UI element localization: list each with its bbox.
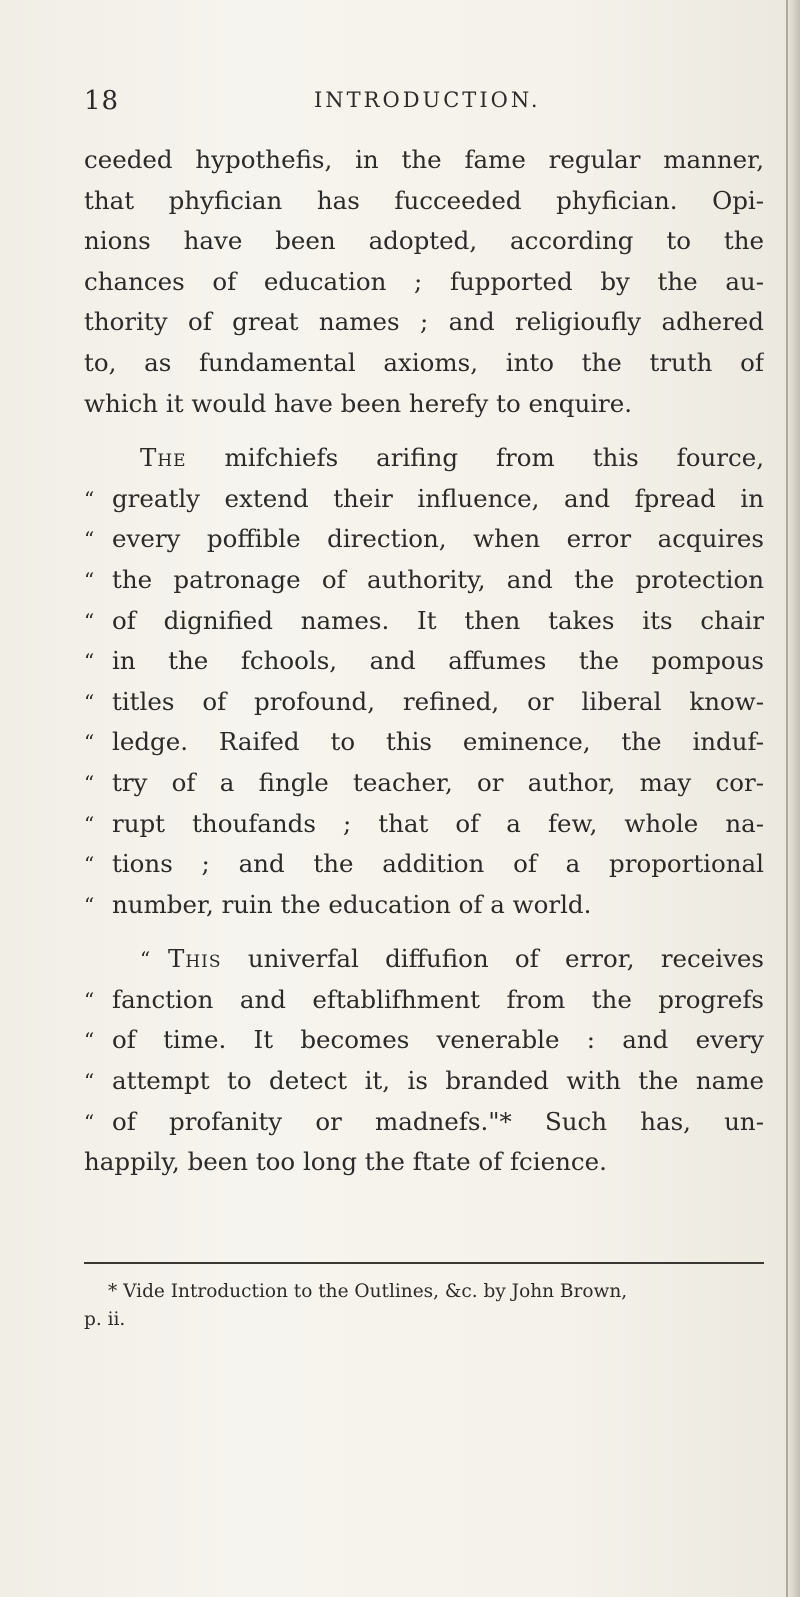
quote-mark: “ — [84, 1069, 95, 1094]
quote-mark: “ — [84, 527, 95, 552]
quote-mark: “ — [84, 486, 95, 511]
text-line: happily, been too long the ftate of fcience. — [84, 1147, 607, 1177]
quoted-line — [84, 844, 764, 885]
text-line: chances of education ; fupported by the au- — [84, 266, 764, 296]
quote-mark: “ — [84, 1028, 95, 1053]
quoted-line — [84, 682, 764, 723]
paragraph-opening-line — [84, 438, 764, 479]
quoted-line — [84, 560, 764, 601]
text-run: ledge. Raifed to this eminence, the induf- — [112, 727, 764, 757]
text-run: titles of profound, refined, or liberal know- — [112, 686, 764, 716]
quote-mark: “ — [84, 567, 95, 592]
quoted-line — [84, 641, 764, 682]
text-run: attempt to detect it, is branded with the name — [112, 1066, 764, 1096]
quoted-line — [84, 1020, 764, 1061]
text-line: ceeded hypothefis, in the fame regular manner, — [84, 145, 764, 174]
quoted-line — [84, 722, 764, 763]
quote-mark: “ — [84, 649, 95, 674]
text-run: in the fchools, and affumes the pompous — [112, 646, 764, 676]
quote-mark: “ — [84, 730, 95, 755]
body-text — [84, 140, 764, 1183]
footnote-line: * Vide Introduction to the Outlines, &c. by John Brown, — [108, 1281, 628, 1302]
text-line: which it would have been herefy to enquire. — [84, 388, 633, 418]
footnote-line: p. ii. — [84, 1309, 126, 1330]
page-edge-line — [786, 0, 788, 1597]
quoted-line — [84, 601, 764, 642]
text-run: every poffible direction, when error acquires — [112, 524, 764, 554]
text-run: tions ; and the addition of a proportional — [112, 849, 764, 879]
small-caps-word: This — [168, 944, 222, 974]
quoted-line — [84, 804, 764, 845]
text-run: univerfal diffufion of error, receives — [221, 944, 764, 974]
page-edge-shadow — [786, 0, 800, 1597]
text-run: the patronage of authority, and the protection — [112, 564, 764, 594]
text-run: try of a fingle teacher, or author, may cor- — [112, 767, 764, 797]
text-line: thority of great names ; and religioufly adhered — [84, 307, 764, 337]
quoted-line — [84, 479, 764, 520]
quote-mark: “ — [84, 892, 95, 917]
quote-mark: “ — [84, 608, 95, 633]
text-run: of dignified names. It then takes its chair — [112, 605, 764, 635]
quote-mark: “ — [84, 852, 95, 877]
text-run: fanction and eftablifhment from the progrefs — [112, 984, 764, 1014]
text-run: of time. It becomes venerable : and every — [112, 1025, 764, 1055]
footnote-rule — [84, 1262, 764, 1264]
text-line: nions have been adopted, according to the — [84, 226, 764, 256]
quoted-line — [84, 519, 764, 560]
text-run: rupt thoufands ; that of a few, whole na- — [112, 808, 764, 838]
text-line: to, as fundamental axioms, into the truth of — [84, 347, 764, 377]
paragraph-opening-line — [84, 939, 764, 980]
quote-mark: “ — [84, 770, 95, 795]
text-run: mifchiefs arifing from this fource, — [186, 443, 764, 473]
page-number: 18 — [84, 86, 120, 116]
quote-mark: “ — [84, 1109, 95, 1134]
running-head: INTRODUCTION. — [314, 88, 541, 112]
quoted-line — [84, 763, 764, 804]
quoted-line — [84, 1102, 764, 1143]
text-run: number, ruin the education of a world. — [112, 889, 592, 919]
page-header — [84, 86, 764, 126]
quote-mark: “ — [140, 947, 151, 972]
quoted-line — [84, 1061, 764, 1102]
text-line: that phyfician has fucceeded phyfician. Opi- — [84, 185, 764, 215]
text-run: greatly extend their influence, and fpread in — [112, 483, 764, 513]
quote-mark: “ — [84, 689, 95, 714]
quoted-line — [84, 885, 764, 926]
small-caps-word: The — [140, 443, 187, 473]
quote-mark: “ — [84, 987, 95, 1012]
footnote — [84, 1278, 764, 1334]
quoted-line — [84, 980, 764, 1021]
text-run: of profanity or madnefs."* Such has, un- — [112, 1106, 764, 1136]
quote-mark: “ — [84, 811, 95, 836]
